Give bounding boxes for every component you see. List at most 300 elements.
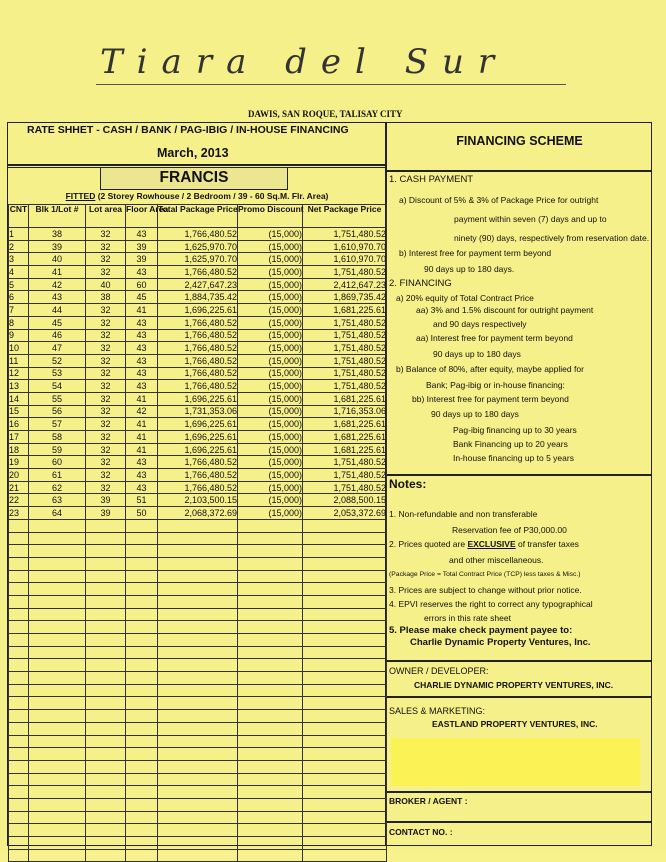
cnt-cell — [9, 532, 29, 545]
blank-row — [9, 837, 387, 850]
table-row — [9, 456, 387, 469]
floor-area-cell: 43 — [126, 367, 158, 380]
total-price-cell: 1,766,480.52 — [158, 316, 238, 329]
blank-row — [9, 519, 387, 532]
financing-a: a) 20% equity of Total Contract Price — [396, 293, 534, 303]
floor-area-cell: 43 — [126, 342, 158, 355]
blk-lot-cell — [29, 634, 86, 647]
blk-lot-cell — [29, 570, 86, 583]
total-price-cell: 1,766,480.52 — [158, 380, 238, 393]
cnt-cell: 12 — [9, 367, 29, 380]
total-price-cell — [158, 557, 238, 570]
floor-area-cell: 43 — [126, 481, 158, 494]
promo-cell — [238, 621, 303, 634]
blank-row — [9, 773, 387, 786]
blank-row — [9, 748, 387, 761]
cnt-cell: 7 — [9, 304, 29, 317]
fitted-description: (2 Storey Rowhouse / 2 Bedroom / 39 - 60 Sq.M. Flr. Area) — [95, 191, 329, 201]
sheet-date: March, 2013 — [157, 146, 229, 160]
blk-lot-cell — [29, 684, 86, 697]
net-price-cell: 1,751,480.52 — [303, 316, 387, 329]
net-price-cell: 1,681,225.61 — [303, 431, 387, 444]
promo-cell: (15,000) — [238, 481, 303, 494]
floor-area-cell: 41 — [126, 443, 158, 456]
net-price-cell: 1,751,480.52 — [303, 354, 387, 367]
promo-cell: (15,000) — [238, 443, 303, 456]
cnt-cell: 9 — [9, 329, 29, 342]
blk-lot-cell: 43 — [29, 291, 86, 304]
lot-area-cell — [86, 634, 126, 647]
table-body — [9, 228, 387, 862]
promo-cell — [238, 760, 303, 773]
net-price-cell — [303, 646, 387, 659]
floor-area-cell: 60 — [126, 278, 158, 291]
lot-area-cell — [86, 672, 126, 685]
floor-area-cell: 39 — [126, 253, 158, 266]
financing-b1: b) Balance of 80%, after equity, maybe applied for — [396, 364, 584, 374]
cnt-cell — [9, 697, 29, 710]
blank-row — [9, 608, 387, 621]
lot-area-cell — [86, 773, 126, 786]
cnt-cell — [9, 583, 29, 596]
lot-area-cell: 32 — [86, 367, 126, 380]
promo-cell: (15,000) — [238, 431, 303, 444]
note-4a: 4. EPVI reserves the right to correct any typographical — [389, 599, 593, 609]
blank-row — [9, 697, 387, 710]
cnt-cell — [9, 570, 29, 583]
col-blk-lot: Blk 1/Lot # — [29, 205, 86, 228]
lot-area-cell — [86, 557, 126, 570]
cash-payment-heading: 1. CASH PAYMENT — [389, 174, 474, 185]
table-row — [9, 329, 387, 342]
floor-area-cell — [126, 837, 158, 850]
net-price-cell — [303, 710, 387, 723]
floor-area-cell — [126, 735, 158, 748]
total-price-cell — [158, 595, 238, 608]
blk-lot-cell — [29, 595, 86, 608]
net-price-cell — [303, 824, 387, 837]
promo-cell: (15,000) — [238, 266, 303, 279]
total-price-cell — [158, 798, 238, 811]
blank-row — [9, 824, 387, 837]
note-2a-pre: 2. Prices quoted are — [389, 539, 468, 549]
note-2a-exclusive: EXCLUSIVE — [467, 539, 516, 549]
total-price-cell — [158, 811, 238, 824]
highlight-block — [391, 738, 640, 786]
floor-area-cell — [126, 786, 158, 799]
blk-lot-cell: 52 — [29, 354, 86, 367]
lot-area-cell: 39 — [86, 494, 126, 507]
floor-area-cell — [126, 570, 158, 583]
floor-area-cell — [126, 608, 158, 621]
total-price-cell: 1,766,480.52 — [158, 228, 238, 241]
lot-area-cell: 32 — [86, 431, 126, 444]
net-price-cell — [303, 684, 387, 697]
bank-term: Bank Financing up to 20 years — [453, 439, 568, 449]
cnt-cell: 23 — [9, 507, 29, 520]
table-row — [9, 354, 387, 367]
floor-area-cell: 43 — [126, 469, 158, 482]
blank-row — [9, 760, 387, 773]
total-price-cell — [158, 532, 238, 545]
cnt-cell — [9, 824, 29, 837]
lot-area-cell — [86, 608, 126, 621]
blk-lot-cell — [29, 786, 86, 799]
financing-scheme-title: FINANCING SCHEME — [456, 134, 583, 148]
net-price-cell — [303, 837, 387, 850]
net-price-cell: 1,681,225.61 — [303, 418, 387, 431]
contact-label: CONTACT NO. : — [389, 827, 453, 837]
pagibig-term: Pag-ibig financing up to 30 years — [453, 425, 577, 435]
cnt-cell — [9, 798, 29, 811]
cash-a-line2: payment within seven (7) days and up to — [454, 214, 607, 224]
promo-cell: (15,000) — [238, 456, 303, 469]
cnt-cell: 15 — [9, 405, 29, 418]
net-price-cell: 1,751,480.52 — [303, 228, 387, 241]
lot-area-cell: 32 — [86, 443, 126, 456]
blk-lot-cell — [29, 837, 86, 850]
floor-area-cell — [126, 811, 158, 824]
floor-area-cell: 41 — [126, 304, 158, 317]
lot-area-cell: 32 — [86, 228, 126, 241]
promo-cell: (15,000) — [238, 507, 303, 520]
promo-cell — [238, 786, 303, 799]
promo-cell: (15,000) — [238, 367, 303, 380]
promo-cell — [238, 545, 303, 558]
net-price-cell — [303, 735, 387, 748]
note-2a-post: of transfer taxes — [515, 539, 579, 549]
lot-area-cell — [86, 519, 126, 532]
total-price-cell — [158, 684, 238, 697]
notes-title: Notes: — [389, 477, 427, 491]
floor-area-cell — [126, 824, 158, 837]
contact-divider — [387, 821, 652, 823]
total-price-cell — [158, 722, 238, 735]
net-price-cell: 1,751,480.52 — [303, 342, 387, 355]
table-row — [9, 316, 387, 329]
lot-area-cell — [86, 760, 126, 773]
blank-row — [9, 634, 387, 647]
net-price-cell — [303, 608, 387, 621]
blank-row — [9, 557, 387, 570]
total-price-cell — [158, 608, 238, 621]
table-row — [9, 443, 387, 456]
lot-area-cell: 32 — [86, 481, 126, 494]
floor-area-cell — [126, 557, 158, 570]
net-price-cell — [303, 634, 387, 647]
net-price-cell: 1,751,480.52 — [303, 380, 387, 393]
sales-label: SALES & MARKETING: — [389, 706, 486, 716]
cnt-cell — [9, 722, 29, 735]
cnt-cell: 4 — [9, 266, 29, 279]
total-price-cell: 1,625,970.70 — [158, 253, 238, 266]
cnt-cell — [9, 786, 29, 799]
net-price-cell — [303, 583, 387, 596]
cnt-cell: 5 — [9, 278, 29, 291]
cnt-cell — [9, 519, 29, 532]
cnt-cell — [9, 659, 29, 672]
lot-area-cell — [86, 532, 126, 545]
financing-aa2: and 90 days respectively — [433, 319, 527, 329]
total-price-cell: 1,696,225.61 — [158, 392, 238, 405]
total-price-cell — [158, 824, 238, 837]
total-price-cell: 1,766,480.52 — [158, 342, 238, 355]
table-row — [9, 494, 387, 507]
promo-cell — [238, 849, 303, 862]
blank-row — [9, 545, 387, 558]
financing-aa4: 90 days up to 180 days — [433, 349, 521, 359]
cnt-cell: 14 — [9, 392, 29, 405]
net-price-cell: 1,681,225.61 — [303, 392, 387, 405]
cnt-cell: 11 — [9, 354, 29, 367]
total-price-cell — [158, 710, 238, 723]
financing-bb2: 90 days up to 180 days — [431, 409, 519, 419]
lot-area-cell — [86, 621, 126, 634]
floor-area-cell: 43 — [126, 329, 158, 342]
blank-row — [9, 646, 387, 659]
cnt-cell — [9, 748, 29, 761]
floor-area-cell: 41 — [126, 431, 158, 444]
blk-lot-cell: 55 — [29, 392, 86, 405]
blk-lot-cell: 57 — [29, 418, 86, 431]
blank-row — [9, 684, 387, 697]
col-floor-area: Floor Area — [126, 205, 158, 228]
floor-area-cell — [126, 722, 158, 735]
promo-cell — [238, 697, 303, 710]
floor-area-cell: 39 — [126, 240, 158, 253]
table-row — [9, 392, 387, 405]
blk-lot-cell — [29, 824, 86, 837]
lot-area-cell — [86, 545, 126, 558]
blank-row — [9, 621, 387, 634]
cnt-cell: 10 — [9, 342, 29, 355]
net-price-cell: 1,681,225.61 — [303, 443, 387, 456]
lot-area-cell: 32 — [86, 342, 126, 355]
promo-cell — [238, 634, 303, 647]
cnt-cell: 1 — [9, 228, 29, 241]
blk-lot-cell: 40 — [29, 253, 86, 266]
floor-area-cell: 45 — [126, 291, 158, 304]
net-price-cell: 1,751,480.52 — [303, 329, 387, 342]
cash-a-line3: ninety (90) days, respectively from reservation date. — [454, 233, 650, 243]
table-row — [9, 253, 387, 266]
total-price-cell: 1,766,480.52 — [158, 456, 238, 469]
promo-cell — [238, 672, 303, 685]
promo-cell — [238, 798, 303, 811]
net-price-cell: 1,610,970.70 — [303, 240, 387, 253]
total-price-cell — [158, 786, 238, 799]
net-price-cell — [303, 621, 387, 634]
floor-area-cell — [126, 595, 158, 608]
total-price-cell: 2,068,372.69 — [158, 507, 238, 520]
floor-area-cell — [126, 621, 158, 634]
total-price-cell — [158, 519, 238, 532]
cnt-cell — [9, 811, 29, 824]
lot-area-cell — [86, 710, 126, 723]
cnt-cell — [9, 684, 29, 697]
floor-area-cell — [126, 773, 158, 786]
lot-area-cell: 38 — [86, 291, 126, 304]
total-price-cell — [158, 659, 238, 672]
cnt-cell: 3 — [9, 253, 29, 266]
cnt-cell — [9, 837, 29, 850]
floor-area-cell: 43 — [126, 316, 158, 329]
blk-lot-cell — [29, 710, 86, 723]
cnt-cell: 19 — [9, 456, 29, 469]
blank-row — [9, 710, 387, 723]
net-price-cell: 1,751,480.52 — [303, 266, 387, 279]
blk-lot-cell — [29, 697, 86, 710]
blk-lot-cell — [29, 735, 86, 748]
promo-cell — [238, 532, 303, 545]
note-2b: and other miscellaneous. — [449, 555, 544, 565]
cnt-cell: 21 — [9, 481, 29, 494]
promo-cell — [238, 646, 303, 659]
lot-area-cell: 32 — [86, 304, 126, 317]
net-price-cell — [303, 545, 387, 558]
promo-cell — [238, 710, 303, 723]
table-row — [9, 367, 387, 380]
address: DAWIS, SAN ROQUE, TALISAY CITY — [248, 109, 403, 119]
net-price-cell — [303, 557, 387, 570]
cnt-cell: 6 — [9, 291, 29, 304]
owner-label: OWNER / DEVELOPER: — [389, 666, 489, 676]
net-price-cell — [303, 595, 387, 608]
net-price-cell: 1,751,480.52 — [303, 481, 387, 494]
blk-lot-cell — [29, 811, 86, 824]
table-row — [9, 405, 387, 418]
blk-lot-cell: 46 — [29, 329, 86, 342]
net-price-cell — [303, 672, 387, 685]
blk-lot-cell — [29, 557, 86, 570]
table-row — [9, 342, 387, 355]
total-price-cell — [158, 646, 238, 659]
promo-cell: (15,000) — [238, 380, 303, 393]
notes-divider — [387, 474, 652, 476]
blk-lot-cell: 64 — [29, 507, 86, 520]
promo-cell: (15,000) — [238, 316, 303, 329]
floor-area-cell: 43 — [126, 228, 158, 241]
floor-area-cell — [126, 634, 158, 647]
blk-lot-cell: 60 — [29, 456, 86, 469]
total-price-cell — [158, 672, 238, 685]
net-price-cell: 1,716,353.06 — [303, 405, 387, 418]
total-price-cell — [158, 735, 238, 748]
promo-cell — [238, 735, 303, 748]
lot-area-cell: 32 — [86, 253, 126, 266]
promo-cell — [238, 570, 303, 583]
net-price-cell: 1,751,480.52 — [303, 469, 387, 482]
sales-name: EASTLAND PROPERTY VENTURES, INC. — [432, 719, 598, 729]
lot-area-cell — [86, 646, 126, 659]
lot-area-cell — [86, 684, 126, 697]
lot-area-cell: 39 — [86, 507, 126, 520]
blk-lot-cell — [29, 849, 86, 862]
total-price-cell: 2,103,500.15 — [158, 494, 238, 507]
blank-row — [9, 798, 387, 811]
cnt-cell — [9, 710, 29, 723]
floor-area-cell — [126, 646, 158, 659]
blank-row — [9, 532, 387, 545]
model-name: FRANCIS — [100, 167, 288, 190]
promo-cell: (15,000) — [238, 304, 303, 317]
blk-lot-cell: 61 — [29, 469, 86, 482]
note-4b: errors in this rate sheet — [424, 613, 511, 623]
floor-area-cell — [126, 798, 158, 811]
promo-cell: (15,000) — [238, 228, 303, 241]
note-2a — [389, 539, 579, 549]
table-header-row — [9, 205, 387, 228]
financing-bb1: bb) Interest free for payment term beyond — [412, 394, 569, 404]
lot-area-cell — [86, 786, 126, 799]
col-promo-discount: Promo Discount — [238, 205, 303, 228]
blank-row — [9, 722, 387, 735]
total-price-cell: 1,696,225.61 — [158, 443, 238, 456]
floor-area-cell: 41 — [126, 418, 158, 431]
lot-area-cell — [86, 837, 126, 850]
floor-area-cell: 50 — [126, 507, 158, 520]
note-3: 3. Prices are subject to change without prior notice. — [389, 585, 582, 595]
note-5a: 5. Please make check payment payee to: — [389, 625, 573, 636]
blank-row — [9, 595, 387, 608]
lot-area-cell: 32 — [86, 405, 126, 418]
net-price-cell: 1,869,735.42 — [303, 291, 387, 304]
total-price-cell: 1,766,480.52 — [158, 266, 238, 279]
promo-cell: (15,000) — [238, 418, 303, 431]
promo-cell — [238, 811, 303, 824]
cnt-cell: 22 — [9, 494, 29, 507]
blk-lot-cell — [29, 608, 86, 621]
owner-divider — [387, 660, 652, 662]
blk-lot-cell — [29, 583, 86, 596]
total-price-cell — [158, 583, 238, 596]
promo-cell: (15,000) — [238, 392, 303, 405]
table-row — [9, 431, 387, 444]
cnt-cell: 8 — [9, 316, 29, 329]
cash-b-line2: 90 days up to 180 days. — [424, 264, 515, 274]
blank-row — [9, 583, 387, 596]
net-price-cell: 2,412,647.23 — [303, 278, 387, 291]
lot-area-cell: 32 — [86, 266, 126, 279]
net-price-cell: 1,751,480.52 — [303, 367, 387, 380]
blk-lot-cell: 59 — [29, 443, 86, 456]
total-price-cell — [158, 773, 238, 786]
cnt-cell: 13 — [9, 380, 29, 393]
lot-area-cell — [86, 798, 126, 811]
blank-row — [9, 672, 387, 685]
promo-cell — [238, 722, 303, 735]
cnt-cell: 18 — [9, 443, 29, 456]
blk-lot-cell — [29, 621, 86, 634]
net-price-cell — [303, 659, 387, 672]
floor-area-cell: 43 — [126, 380, 158, 393]
net-price-cell — [303, 697, 387, 710]
fitted-label: FITTED — [65, 191, 96, 201]
lot-area-cell: 32 — [86, 329, 126, 342]
floor-area-cell — [126, 684, 158, 697]
cnt-cell: 2 — [9, 240, 29, 253]
promo-cell: (15,000) — [238, 494, 303, 507]
floor-area-cell: 43 — [126, 266, 158, 279]
lot-area-cell: 32 — [86, 456, 126, 469]
lot-area-cell — [86, 570, 126, 583]
blank-row — [9, 735, 387, 748]
net-price-cell — [303, 748, 387, 761]
blk-lot-cell: 62 — [29, 481, 86, 494]
floor-area-cell: 43 — [126, 456, 158, 469]
total-price-cell — [158, 545, 238, 558]
floor-area-cell — [126, 545, 158, 558]
